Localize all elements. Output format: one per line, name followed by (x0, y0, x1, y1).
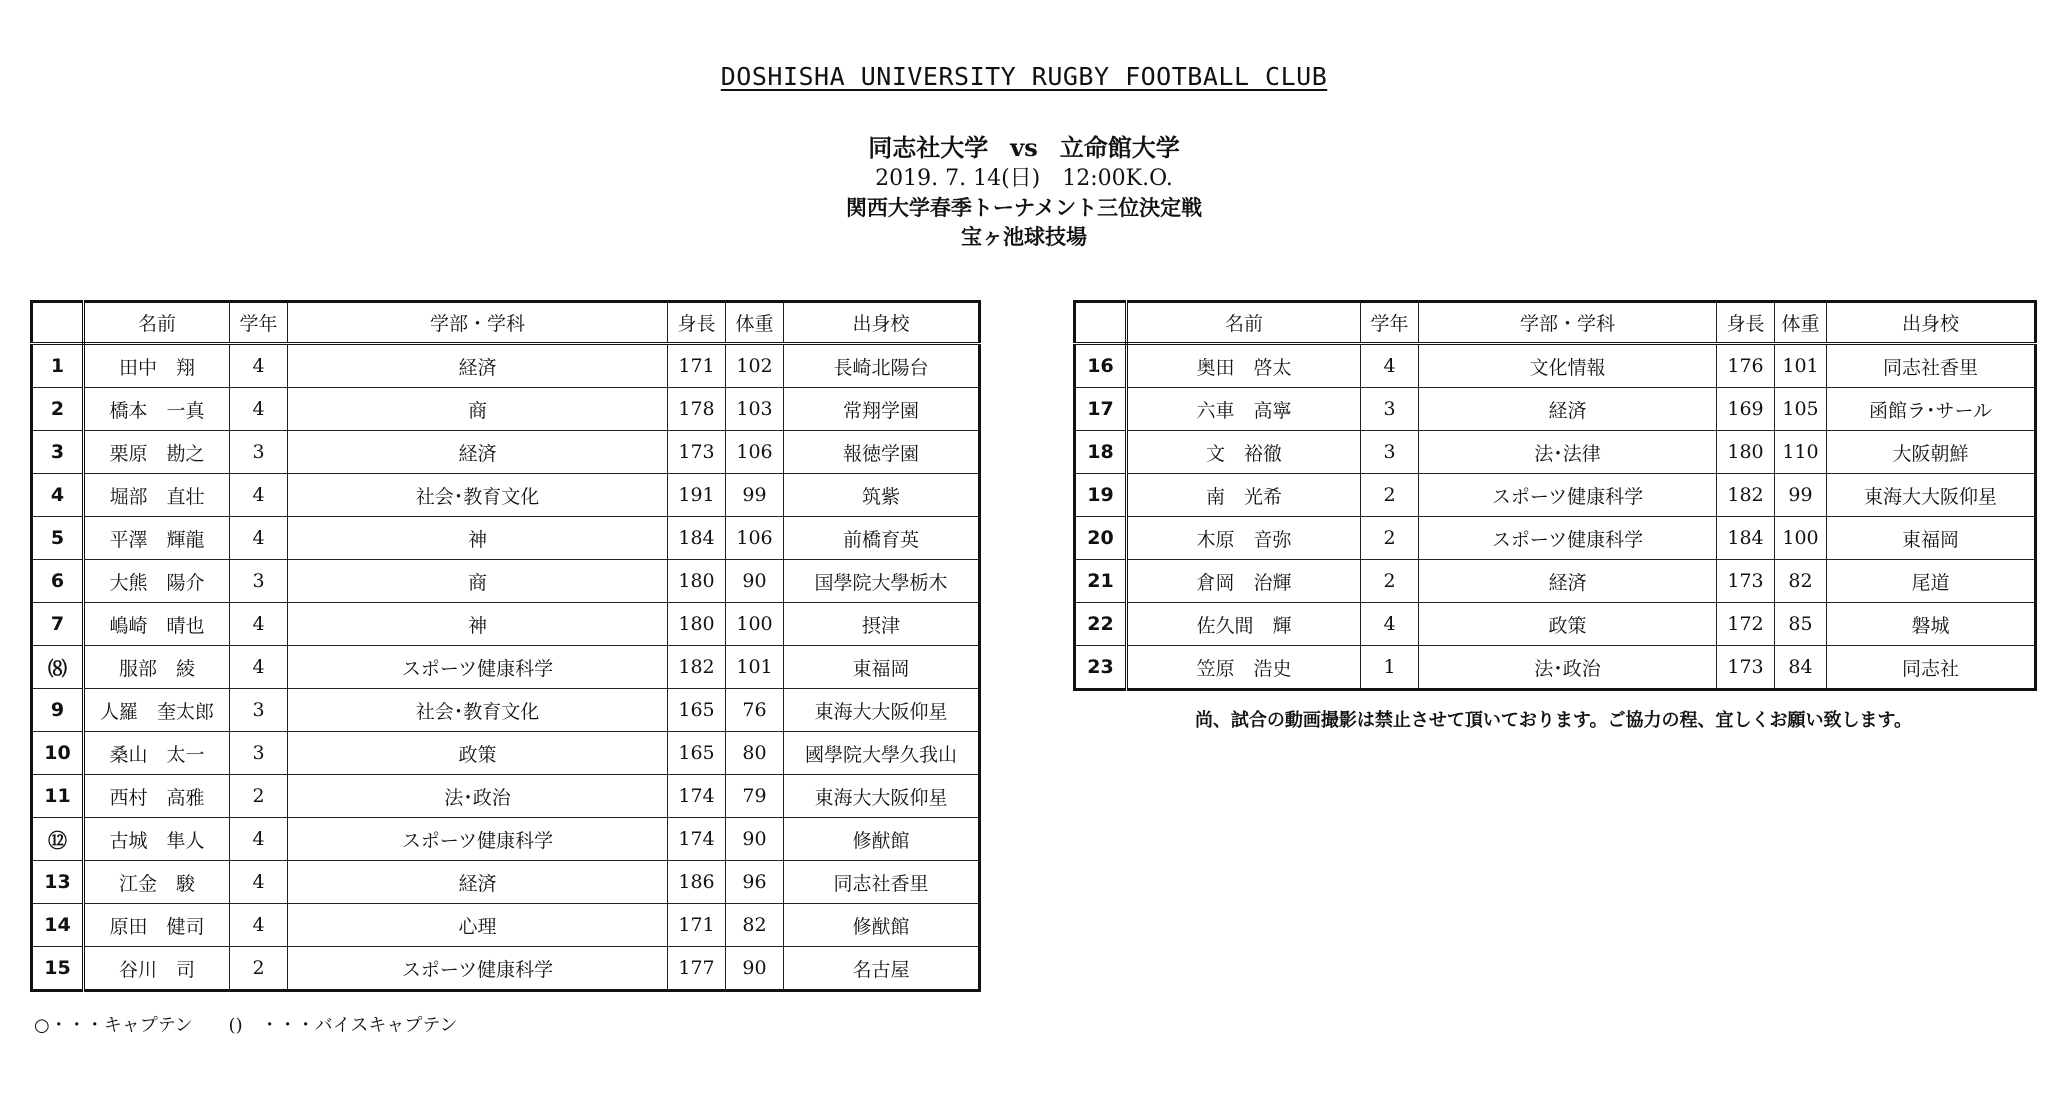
table-row (1075, 474, 2036, 517)
table-row (1075, 560, 2036, 603)
player-height: 171 (668, 344, 726, 388)
player-faculty: 経済 (1419, 388, 1717, 431)
player-school: 名古屋 (784, 947, 980, 991)
table-row (32, 775, 980, 818)
player-faculty: 神 (288, 603, 668, 646)
player-weight: 79 (726, 775, 784, 818)
player-grade: 3 (230, 560, 288, 603)
player-faculty: 経済 (1419, 560, 1717, 603)
player-weight: 90 (726, 947, 784, 991)
player-weight: 100 (1775, 517, 1827, 560)
player-number: ⑫ (32, 818, 84, 861)
player-grade: 2 (230, 775, 288, 818)
player-height: 173 (1717, 646, 1775, 690)
table-row (32, 904, 980, 947)
player-grade: 4 (230, 646, 288, 689)
player-weight: 101 (726, 646, 784, 689)
player-faculty: 政策 (288, 732, 668, 775)
player-school: 同志社 (1827, 646, 2036, 690)
player-name: 人羅 奎太郎 (84, 689, 230, 732)
player-number: 11 (32, 775, 84, 818)
player-faculty: 経済 (288, 344, 668, 388)
player-number: 6 (32, 560, 84, 603)
player-height: 173 (668, 431, 726, 474)
player-number: 2 (32, 388, 84, 431)
player-grade: 3 (230, 431, 288, 474)
player-faculty: スポーツ健康科学 (288, 947, 668, 991)
table-row (32, 388, 980, 431)
player-height: 178 (668, 388, 726, 431)
player-school: 尾道 (1827, 560, 2036, 603)
player-name: 古城 隼人 (84, 818, 230, 861)
player-weight: 82 (1775, 560, 1827, 603)
player-number: 1 (32, 344, 84, 388)
table-row (1075, 517, 2036, 560)
player-school: 東海大大阪仰星 (1827, 474, 2036, 517)
player-school: 同志社香里 (1827, 344, 2036, 388)
player-school: 常翔学園 (784, 388, 980, 431)
player-number: 9 (32, 689, 84, 732)
player-number: 10 (32, 732, 84, 775)
player-height: 165 (668, 732, 726, 775)
player-number: 17 (1075, 388, 1127, 431)
filming-notice: 尚、試合の動画撮影は禁止させて頂いております。ご協力の程、宜しくお願い致します。 (1194, 710, 1913, 731)
faculty-header: 学部・学科 (288, 302, 668, 344)
table-row (32, 646, 980, 689)
player-faculty: 法･政治 (288, 775, 668, 818)
player-grade: 4 (1361, 344, 1419, 388)
player-faculty: 社会･教育文化 (288, 474, 668, 517)
player-name: 奥田 啓太 (1127, 344, 1361, 388)
player-school: 東海大大阪仰星 (784, 775, 980, 818)
player-grade: 3 (1361, 431, 1419, 474)
player-name: 桑山 太一 (84, 732, 230, 775)
player-faculty: 法･政治 (1419, 646, 1717, 690)
player-weight: 102 (726, 344, 784, 388)
player-grade: 3 (1361, 388, 1419, 431)
player-weight: 82 (726, 904, 784, 947)
player-school: 同志社香里 (784, 861, 980, 904)
player-name: 南 光希 (1127, 474, 1361, 517)
captain-legend: ○・・・キャプテン (34, 1015, 193, 1036)
player-height: 165 (668, 689, 726, 732)
venue-name: 宝ヶ池球技場 (961, 225, 1087, 249)
player-faculty: 法･法律 (1419, 431, 1717, 474)
player-weight: 90 (726, 818, 784, 861)
player-grade: 2 (1361, 560, 1419, 603)
player-school: 筑紫 (784, 474, 980, 517)
player-height: 172 (1717, 603, 1775, 646)
table-row (1075, 344, 2036, 388)
table-row (1075, 431, 2036, 474)
player-grade: 2 (230, 947, 288, 991)
player-grade: 2 (1361, 517, 1419, 560)
player-school: 修猷館 (784, 818, 980, 861)
player-name: 倉岡 治輝 (1127, 560, 1361, 603)
table-row (32, 344, 980, 388)
player-grade: 3 (230, 732, 288, 775)
player-height: 186 (668, 861, 726, 904)
player-school: 摂津 (784, 603, 980, 646)
player-faculty: 社会･教育文化 (288, 689, 668, 732)
player-height: 174 (668, 775, 726, 818)
player-height: 180 (668, 560, 726, 603)
player-number: 16 (1075, 344, 1127, 388)
player-grade: 4 (230, 861, 288, 904)
player-school: 大阪朝鮮 (1827, 431, 2036, 474)
player-number: 20 (1075, 517, 1127, 560)
player-grade: 4 (230, 904, 288, 947)
away-team: 立命館大学 (1059, 134, 1180, 162)
player-weight: 85 (1775, 603, 1827, 646)
table-row (32, 517, 980, 560)
table-row (32, 474, 980, 517)
player-name: 田中 翔 (84, 344, 230, 388)
player-school: 東福岡 (1827, 517, 2036, 560)
player-height: 180 (1717, 431, 1775, 474)
player-grade: 4 (230, 344, 288, 388)
height-header: 身長 (668, 302, 726, 344)
player-name: 堀部 直壮 (84, 474, 230, 517)
player-number: 3 (32, 431, 84, 474)
table-header-row (32, 302, 980, 344)
player-name: 栗原 勘之 (84, 431, 230, 474)
player-height: 184 (668, 517, 726, 560)
player-name: 西村 高雅 (84, 775, 230, 818)
player-height: 171 (668, 904, 726, 947)
player-weight: 110 (1775, 431, 1827, 474)
table-row (32, 603, 980, 646)
player-faculty: 商 (288, 388, 668, 431)
player-grade: 3 (230, 689, 288, 732)
match-date: 2019. 7. 14(日) 12:00K.O. (875, 166, 1173, 191)
player-name: 木原 音弥 (1127, 517, 1361, 560)
player-number: 15 (32, 947, 84, 991)
player-school: 國學院大學久我山 (784, 732, 980, 775)
player-weight: 96 (726, 861, 784, 904)
player-grade: 4 (230, 517, 288, 560)
player-name: 江金 駿 (84, 861, 230, 904)
player-weight: 100 (726, 603, 784, 646)
number-header (32, 302, 84, 344)
table-row (32, 732, 980, 775)
legend (34, 1011, 488, 1037)
player-number: 4 (32, 474, 84, 517)
player-faculty: 神 (288, 517, 668, 560)
player-school: 東福岡 (784, 646, 980, 689)
school-header: 出身校 (784, 302, 980, 344)
height-header: 身長 (1717, 302, 1775, 344)
player-weight: 76 (726, 689, 784, 732)
player-faculty: 心理 (288, 904, 668, 947)
starters-table (30, 300, 981, 992)
player-name: 原田 健司 (84, 904, 230, 947)
reserves-body (1075, 344, 2036, 690)
player-height: 177 (668, 947, 726, 991)
player-grade: 4 (230, 818, 288, 861)
player-name: 大熊 陽介 (84, 560, 230, 603)
player-weight: 105 (1775, 388, 1827, 431)
table-row (32, 947, 980, 991)
player-grade: 4 (1361, 603, 1419, 646)
player-number: ⑻ (32, 646, 84, 689)
player-name: 服部 綾 (84, 646, 230, 689)
table-row (32, 818, 980, 861)
player-weight: 90 (726, 560, 784, 603)
club-title (0, 62, 2048, 91)
school-header: 出身校 (1827, 302, 2036, 344)
player-weight: 84 (1775, 646, 1827, 690)
player-faculty: スポーツ健康科学 (1419, 517, 1717, 560)
player-number: 22 (1075, 603, 1127, 646)
player-name: 文 裕徹 (1127, 431, 1361, 474)
number-header (1075, 302, 1127, 344)
player-height: 182 (668, 646, 726, 689)
player-weight: 99 (1775, 474, 1827, 517)
table-row (1075, 388, 2036, 431)
player-weight: 106 (726, 517, 784, 560)
player-grade: 4 (230, 474, 288, 517)
player-grade: 2 (1361, 474, 1419, 517)
player-faculty: 文化情報 (1419, 344, 1717, 388)
weight-header: 体重 (1775, 302, 1827, 344)
player-school: 修猷館 (784, 904, 980, 947)
match-line (0, 132, 2048, 164)
grade-header: 学年 (230, 302, 288, 344)
player-school: 報徳学園 (784, 431, 980, 474)
table-row (32, 689, 980, 732)
player-school: 函館ラ･サール (1827, 388, 2036, 431)
weight-header: 体重 (726, 302, 784, 344)
competition-name: 関西大学春季トーナメント三位決定戦 (845, 196, 1203, 220)
player-height: 174 (668, 818, 726, 861)
player-number: 14 (32, 904, 84, 947)
player-school: 前橋育英 (784, 517, 980, 560)
starters-body (32, 344, 980, 991)
player-name: 嶋崎 晴也 (84, 603, 230, 646)
reserves-table (1073, 300, 2037, 691)
match-header (0, 132, 2048, 252)
player-height: 182 (1717, 474, 1775, 517)
player-height: 184 (1717, 517, 1775, 560)
player-name: 平澤 輝龍 (84, 517, 230, 560)
player-grade: 4 (230, 603, 288, 646)
player-number: 5 (32, 517, 84, 560)
player-number: 21 (1075, 560, 1127, 603)
player-weight: 80 (726, 732, 784, 775)
table-row (32, 560, 980, 603)
player-height: 180 (668, 603, 726, 646)
vs-label: vs (1010, 133, 1038, 162)
vice-captain-legend: () ・・・バイスキャプテン (228, 1015, 458, 1036)
player-school: 磐城 (1827, 603, 2036, 646)
player-school: 東海大大阪仰星 (784, 689, 980, 732)
player-number: 18 (1075, 431, 1127, 474)
player-name: 笠原 浩史 (1127, 646, 1361, 690)
table-row (1075, 603, 2036, 646)
player-faculty: スポーツ健康科学 (288, 818, 668, 861)
player-name: 六車 高寧 (1127, 388, 1361, 431)
player-grade: 1 (1361, 646, 1419, 690)
player-height: 191 (668, 474, 726, 517)
player-weight: 99 (726, 474, 784, 517)
player-name: 橋本 一真 (84, 388, 230, 431)
player-name: 谷川 司 (84, 947, 230, 991)
home-team: 同志社大学 (868, 134, 989, 162)
player-grade: 4 (230, 388, 288, 431)
player-height: 173 (1717, 560, 1775, 603)
player-faculty: スポーツ健康科学 (1419, 474, 1717, 517)
table-row (32, 431, 980, 474)
table-row (1075, 646, 2036, 690)
player-height: 169 (1717, 388, 1775, 431)
club-title-text: DOSHISHA UNIVERSITY RUGBY FOOTBALL CLUB (720, 62, 1328, 91)
player-height: 176 (1717, 344, 1775, 388)
faculty-header: 学部・学科 (1419, 302, 1717, 344)
player-faculty: スポーツ健康科学 (288, 646, 668, 689)
player-name: 佐久間 輝 (1127, 603, 1361, 646)
table-header-row (1075, 302, 2036, 344)
player-number: 13 (32, 861, 84, 904)
player-school: 長崎北陽台 (784, 344, 980, 388)
player-faculty: 商 (288, 560, 668, 603)
player-weight: 106 (726, 431, 784, 474)
player-faculty: 経済 (288, 431, 668, 474)
player-weight: 101 (1775, 344, 1827, 388)
grade-header: 学年 (1361, 302, 1419, 344)
player-faculty: 経済 (288, 861, 668, 904)
player-faculty: 政策 (1419, 603, 1717, 646)
player-weight: 103 (726, 388, 784, 431)
player-number: 23 (1075, 646, 1127, 690)
player-number: 19 (1075, 474, 1127, 517)
name-header: 名前 (84, 302, 230, 344)
player-school: 国學院大學栃木 (784, 560, 980, 603)
table-row (32, 861, 980, 904)
name-header: 名前 (1127, 302, 1361, 344)
player-number: 7 (32, 603, 84, 646)
